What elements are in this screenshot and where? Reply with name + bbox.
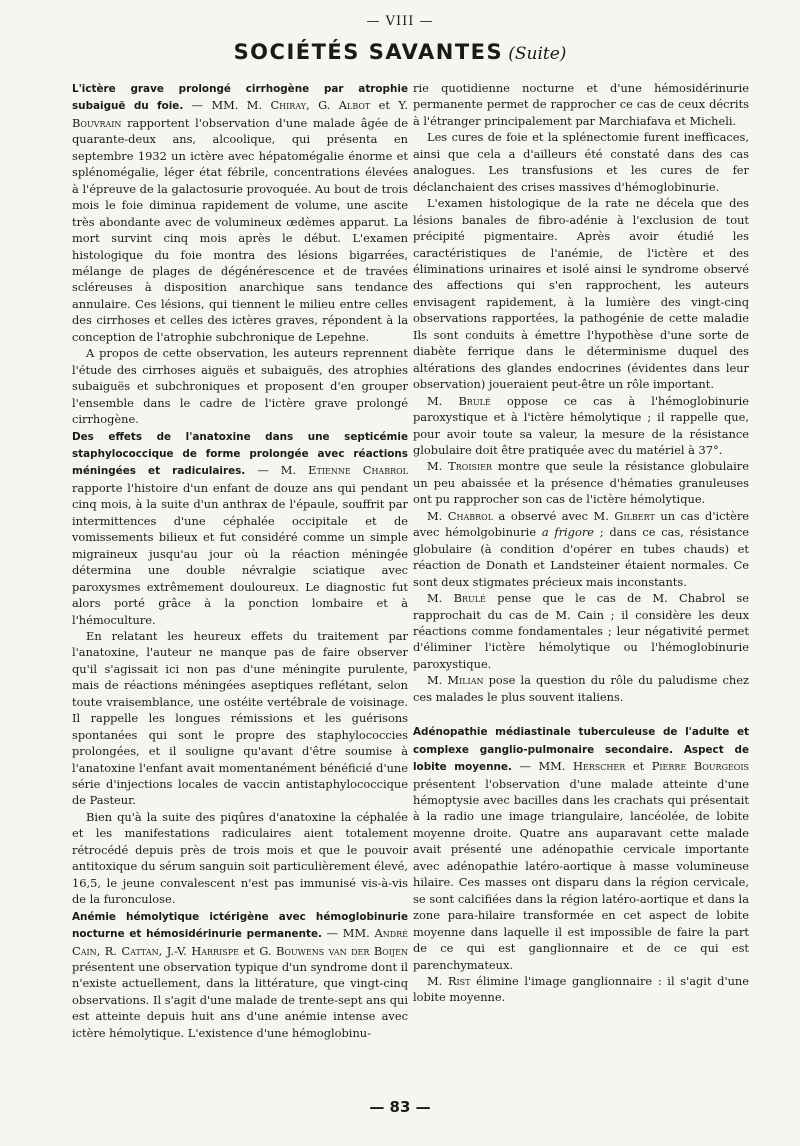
paragraph-text: élimine l'image ganglionnaire : il s'agit d'une lobite moyenne. [413,974,749,1005]
paragraph-text: un cas d'ictère avec hémolgobinurie [413,508,750,540]
author-name: Herscher [572,759,626,774]
author-name: Bouwens van der Boijen [275,943,408,958]
article-anatoxine [72,428,408,628]
discussion-chabrol [413,508,749,590]
text: — M. [245,463,309,478]
paragraph: L'examen histologique de la rate ne décela que des lésions banales de fibro-adénie à l'exclusion de tout précipité pigmentaire. Après avoir étudié les caractéristiques de l'anémie, de l'ictère et des éliminations urinaires et isolé ainsi le syndrome observé des affections qui s'en rapprochent, les auteurs envisagent rapidement, à la lumière des vingt-cinq observations rapportées, la pathogénie de cette maladie Ils sont conduits à émettre l'hypothèse d'une sorte de diabète ferrique dans le déterminisme duquel des altérations des glandes endocrines (évidentes dans leur observation) joueraient peut-être un rôle important. [413,196,749,392]
text: et G. [238,943,276,958]
text: M. [427,459,449,474]
right-column [413,80,749,1006]
section-subtitle: (Suite) [508,44,567,64]
text: — MM. [321,926,375,941]
author-name: Pierre Bourgeois [651,759,749,774]
section-heading [0,40,800,64]
page-roman-numeral: — VIII — [366,14,434,29]
left-column [72,80,408,1041]
paragraph-text: rapporte l'histoire d'un enfant de douze ans qui pendant cinq mois, à la suite d'un anthrax de l'épaule, souffrit par intermittences d'une céphalée occipitale et de vomissements bilieux et fut considéré comme un simple migraineux jusqu'au jour où la réaction méningée détermina une double névralgie sciatique avec paroxysmes extrêmement douloureux. Le diagnostic fut alors porté grâce à la ponction lombaire et à l'hémoculture. [72,480,408,627]
article-adenopathie [413,723,749,973]
paragraph: Les cures de foie et la splénectomie furent inefficaces, ainsi que cela a d'ailleurs été constaté dans des cas analogues. Les transfusions et les cures de fer déclanchaient des crises massives d'hémoglobinurie. [413,130,749,194]
text: — MM. M. [183,98,271,113]
paragraph-text: rapportent l'observation d'une malade âgée de quarante-deux ans, alcoolique, qui présenta en septembre 1932 un ictère avec hépatomégalie énorme et splénomégalie, léger état fébrile, concentrations élevées à l'épreuve de la galactosurie provoquée. Au bout de trois mois le foie diminua rapidement de volume, une ascite très abondante avec de volumineux œdèmes apparut. La mort survint cinq mois après le début. L'examen histologique du foie montra des lésions bigarrées, mélange de plages de dégénérescence et de travées scléreuses à disposition anarchique sans tendance annulaire. Ces lésions, qui tiennent le milieu entre celles des cirrhoses et celles des ictères graves, répondent à la conception de l'atrophie subchronique de Lepehne. [72,115,408,344]
text: et Y. [370,98,409,113]
text: , R. [96,943,122,958]
author-name: Brulé [453,591,486,606]
discussion-troisier [413,458,749,507]
discussion-brule [413,393,749,459]
author-name: Bouvrain [72,115,122,130]
section-title: SOCIÉTÉS SAVANTES [233,40,504,64]
text: , J.-V. [158,943,192,958]
author-name: André Cain [72,926,408,958]
article-title: Anémie hémolytique ictérigène avec hémoglobinurie nocturne et hémosidérinurie permanente. [72,910,408,941]
author-name: Cattan [121,943,159,958]
author-name: Harrispe [191,943,239,958]
article-cirrhogene [72,80,408,345]
paragraph-text: présentent une observation typique d'un syndrome dont il n'existe actuellement, dans la littérature, que vingt-cinq observations. Il s'agit d'une malade de trente-sept ans qui est atteinte depuis huit ans d'une anémie intense avec ictère hémolytique. L'existence d'une hémoglobinu- [72,960,408,1040]
text: a observé avec M. [493,508,615,523]
paragraph-text: pense que le cas de M. Chabrol se rapprochait du cas de M. Cain ; il considère les deux réactions comme fondamentales ; leur négativité permet d'éliminer l'ictère hémolytique ou l'hémoglobinurie paroxystique. [413,591,749,671]
author-name: Etienne Chabrol [308,463,408,478]
discussion-rist [413,973,749,1006]
text: et [625,759,652,774]
article-anemie-hemolytique [72,908,408,1042]
author-name: Albot [338,98,371,113]
article-title: Adénopathie médiastinale tuberculeuse de l'adulte et complexe ganglio-pulmonaire secondaire. Aspect de lobite moyenne. [413,726,749,774]
page-number: — 83 — [369,1098,431,1116]
author-name: Brulé [458,393,491,408]
text: M. [427,673,448,688]
author-name: Troisier [448,459,492,474]
paragraph: Bien qu'à la suite des piqûres d'anatoxine la céphalée et les manifestations radiculaires aient totalement rétrocédé depuis près de trois mois et que le pouvoir antitoxique du sérum sanguin soit particulièrement élevé, 16,5, le jeune convalescent n'est pas immunisé vis-à-vis de la furonculose. [72,809,408,907]
article-title: L'ictère grave prolongé cirrhogène par atrophie subaiguë du foie. [72,83,408,113]
paragraph-text: présentent l'observation d'une malade atteinte d'une hémoptysie avec bacilles dans les crachats qui présentait à la radio une image triangulaire, lancéolée, de lobite moyenne droite. Quatre ans auparavant cette malade avait présenté une adénopathie cervicale importante avec adénopathie latéro-aortique à masse volumineuse hilaire. Ces masses ont disparu dans la région cervicale, se sont calcifiées dans la région latéro-aortique et dans la zone para-hilaire transformée en cet aspect de lobite moyenne dans laquelle il est impossible de faire la part de ce qui est ganglionnaire et de ce qui est parenchymateux. [413,776,749,972]
text: — MM. [511,759,573,774]
author-name: Gilbert [614,508,655,523]
paragraph-text: ; dans ce cas, résistance globulaire (à condition d'opérer en tubes chauds) et réaction de Donath et Landsteiner étaient normales. Ce sont deux stigmates précieux mais inconstants. [413,525,749,589]
author-name: Rist [447,974,471,989]
paragraph: A propos de cette observation, les auteurs reprennent l'étude des cirrhoses aiguës et subaiguës, des atrophies subaiguës et subchroniques et proposent d'en grouper l'ensemble dans le cadre de l'ictère grave prolongé cirrhogène. [72,346,408,427]
text: M. [427,393,459,408]
italic-term: a frigore [541,525,595,540]
paragraph: rie quotidienne nocturne et d'une hémosidérinurie permanente permet de rapprocher ce cas de ceux décrits à l'étranger principalement par Marchiafava et Micheli. [413,81,749,128]
text: M. [427,591,454,606]
paragraph: En relatant les heureux effets du traitement par l'anatoxine, l'auteur ne manque pas de faire observer qu'il s'agissait ici non pas d'une méningite purulente, mais de réactions méningées aseptiques reflétant, selon toute vraisemblance, une ostéite vertébrale de voisinage. Il rappelle les longues rémissions et les guérisons spontanées qui sont le propre des staphylococcies prolongées, et il souligne qu'avant d'être soumise à l'anatoxine l'enfant avait momentanément bénéficié d'une série d'injections locales de vaccin antistaphylococcique de Pasteur. [72,628,408,808]
text: , G. [306,98,339,113]
paragraph-text: pose la question du rôle du paludisme chez ces malades le plus souvent italiens. [413,673,749,704]
discussion-brule-2 [413,590,749,672]
article-title: Des effets de l'anatoxine dans une septicémie staphylococcique de forme prolongée avec réactions méningées et radiculaires. [72,430,408,478]
text: M. [427,508,448,523]
discussion-milian [413,672,749,705]
paragraph-text: oppose ce cas à l'hémoglobinurie paroxystique et à l'ictère hémolytique ; il rappelle que, pour avoir toute sa valeur, la mesure de la résistance globulaire doit être pratiquée avec du matériel à 37°. [413,393,750,457]
author-name: Chabrol [447,508,494,523]
author-name: Chiray [270,98,307,113]
paragraph-text: montre que seule la résistance globulaire un peu abaissée et la présence d'hématies granuleuses ont pu rapprocher son cas de l'ictère hémolytique. [413,459,749,507]
author-name: Milian [447,673,484,688]
text: M. [427,974,448,989]
